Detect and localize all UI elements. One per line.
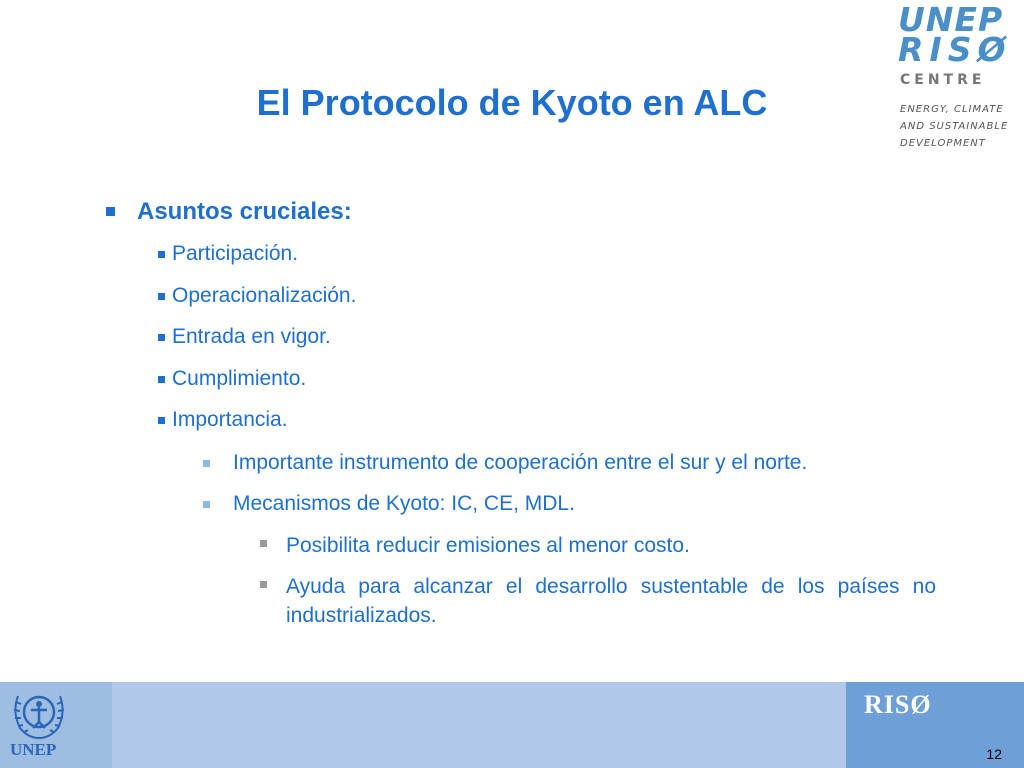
sub-list-item: [203, 451, 807, 475]
logo-tagline-3: DEVELOPMENT: [900, 138, 986, 149]
square-bullet-icon: [260, 581, 267, 588]
sub-list-item-text: Importante instrumento de cooperación entre el sur y el norte.: [233, 451, 808, 474]
square-bullet-icon: [158, 293, 165, 300]
square-bullet-icon: [158, 251, 165, 258]
list-item: [158, 408, 288, 432]
square-bullet-icon: [203, 460, 210, 467]
riso-logo-text: RISØ: [864, 690, 932, 719]
list-item: [158, 325, 331, 349]
page-number: 12: [986, 746, 1002, 762]
square-bullet-icon: [158, 334, 165, 341]
footer-riso-panel: [846, 682, 1024, 768]
sub-list-item-text: Mecanismos de Kyoto: IC, CE, MDL.: [233, 492, 575, 515]
footer-band: [0, 682, 1024, 768]
square-bullet-icon: [260, 540, 267, 547]
sub-list-item: [203, 492, 575, 516]
heading-text: Asuntos cruciales:: [137, 198, 352, 225]
unep-label: UNEP: [10, 740, 57, 759]
logo-tagline-1: ENERGY, CLIMATE: [900, 104, 1004, 115]
list-item: [158, 242, 298, 266]
list-item-text: Cumplimiento.: [172, 367, 307, 390]
list-item-text: Entrada en vigor.: [172, 325, 331, 348]
sub-sub-list-item: [260, 572, 936, 630]
footer-unep-panel: [0, 682, 112, 768]
logo-centre-text: CENTRE: [900, 72, 986, 88]
bullet-heading: [106, 198, 352, 226]
logo-tagline-2: AND SUSTAINABLE: [900, 121, 1009, 132]
logo-riso-text: RISØ: [898, 30, 1012, 69]
list-item: [158, 284, 356, 308]
square-bullet-icon: [158, 376, 165, 383]
unep-emblem-icon: [8, 686, 70, 742]
slide-title: El Protocolo de Kyoto en ALC: [256, 82, 768, 123]
square-bullet-icon: [203, 501, 210, 508]
list-item-text: Participación.: [172, 242, 299, 265]
list-item: [158, 367, 306, 391]
square-bullet-icon: [106, 207, 115, 216]
list-item-text: Operacionalización.: [172, 284, 357, 307]
square-bullet-icon: [158, 417, 165, 424]
sub-sub-list-item: [260, 531, 936, 560]
sub-sub-list-item-text: Ayuda para alcanzar el desarrollo sustentable de los países no industrializados.: [286, 575, 936, 627]
list-item-text: Importancia.: [172, 408, 288, 431]
logo-unep-text: UNEP: [898, 0, 1004, 39]
sub-sub-list-item-text: Posibilita reducir emisiones al menor costo.: [286, 534, 690, 557]
